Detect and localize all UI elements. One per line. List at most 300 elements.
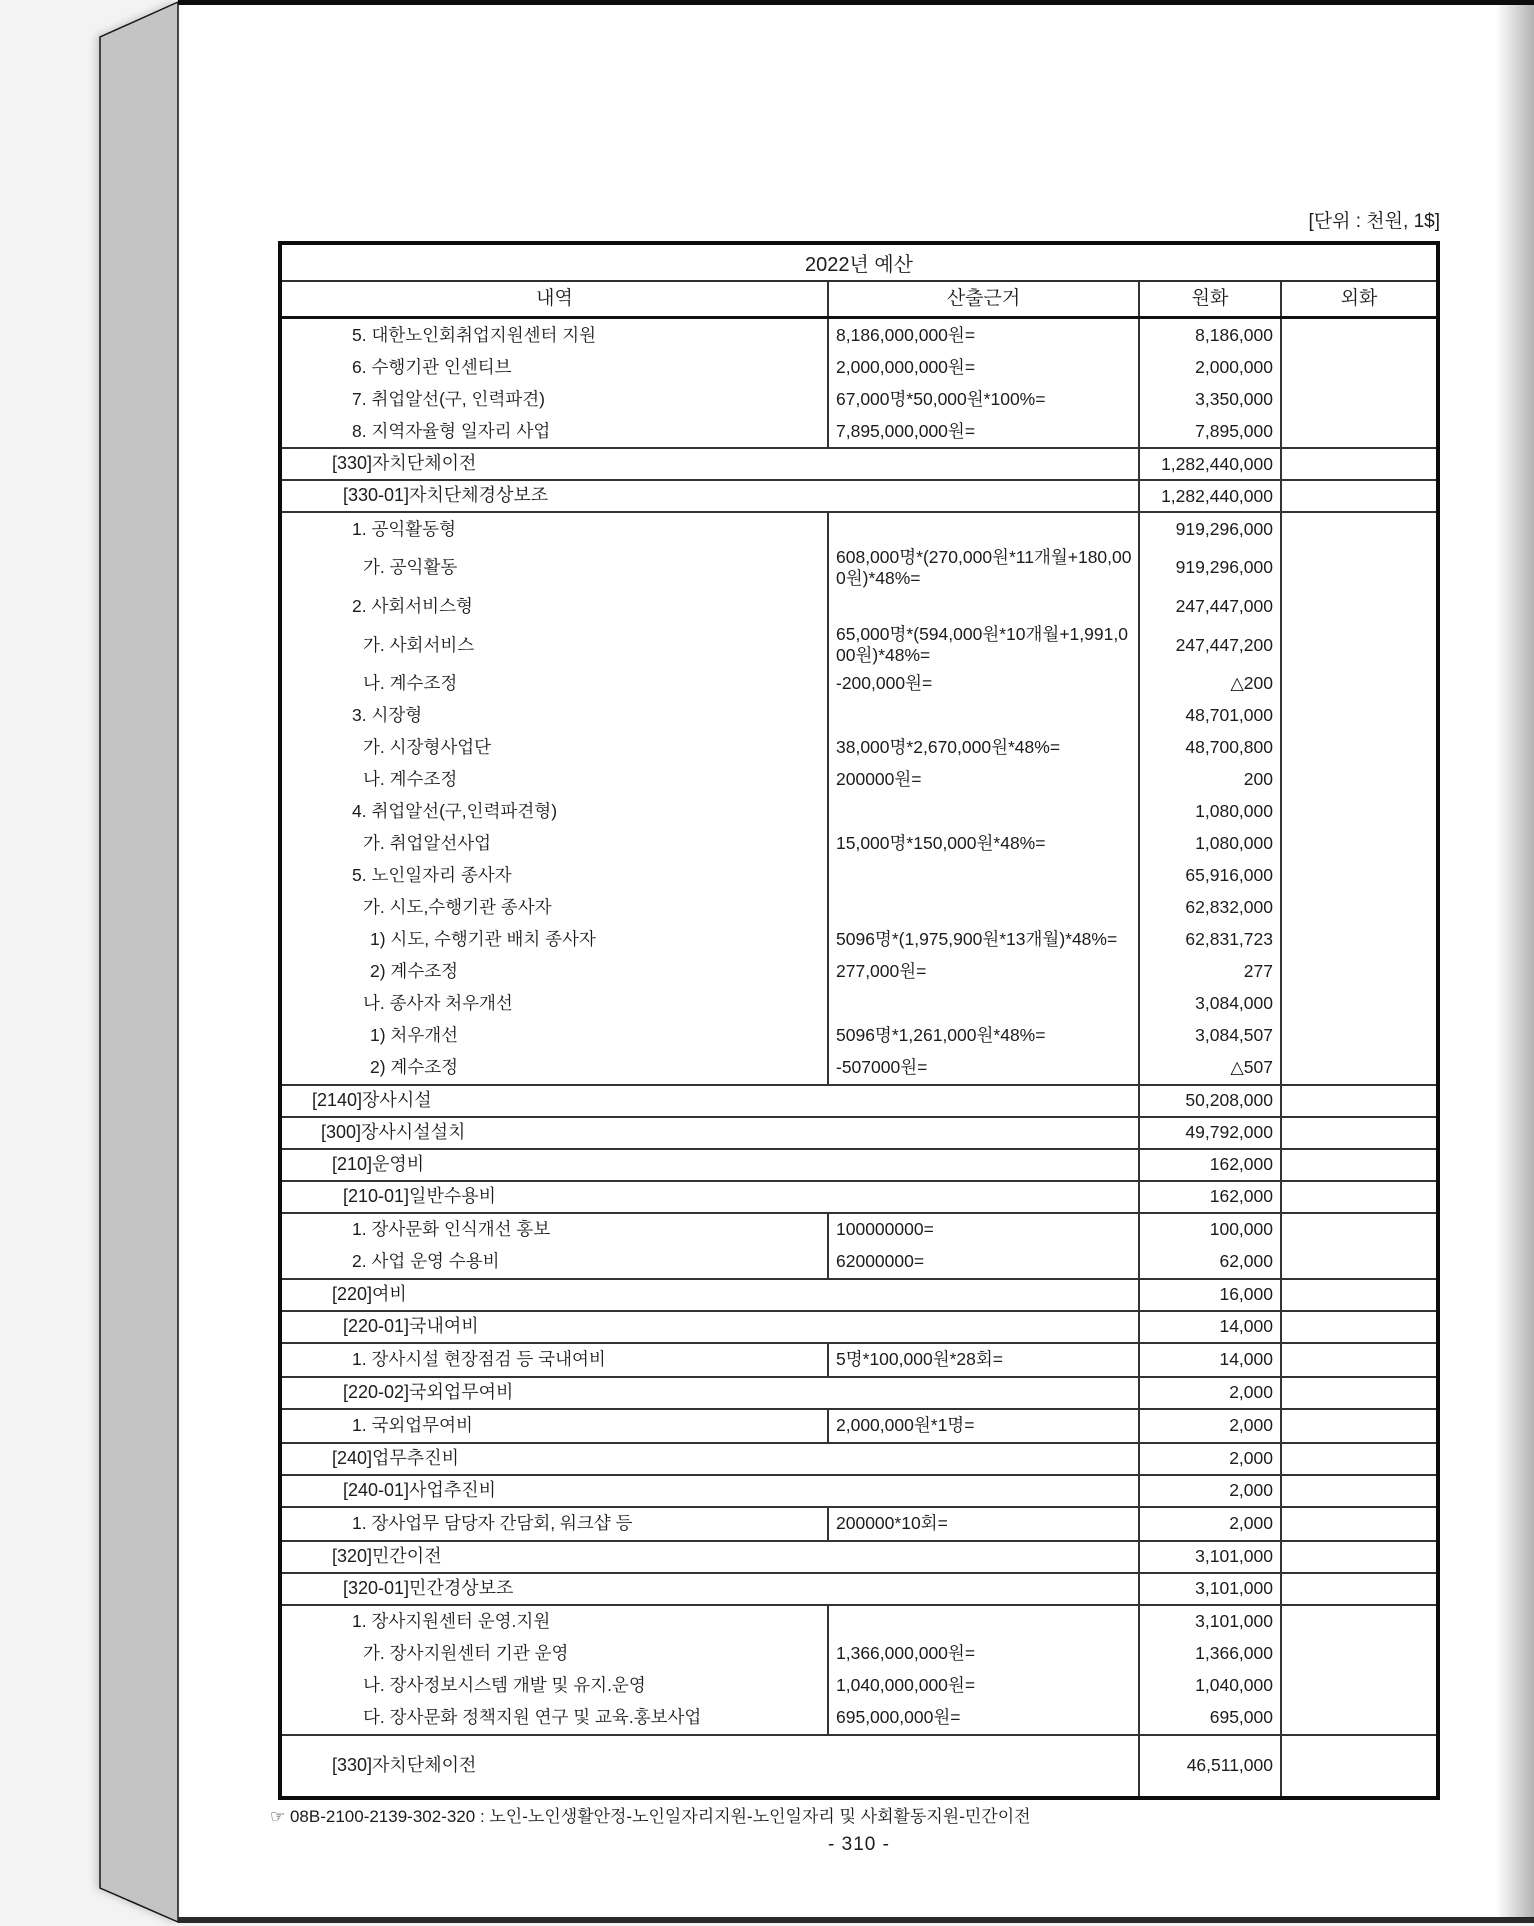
amount-krw-text: 247,447,200 [1175, 634, 1273, 655]
amount-krw-text: 2,000 [1229, 1480, 1273, 1501]
table-row-detail [282, 828, 1436, 860]
amount-krw [1138, 1542, 1280, 1572]
unit-note: [단위 : 천원, 1$] [1308, 211, 1440, 232]
calc-basis-text: 277,000원= [836, 961, 927, 982]
calc-basis-text: 1,040,000,000원= [836, 1675, 976, 1696]
calc-basis-text: 695,000,000원= [836, 1707, 961, 1728]
calc-basis [827, 415, 1138, 447]
amount-fx [1280, 1606, 1436, 1638]
amount-krw-text: 162,000 [1209, 1186, 1273, 1207]
calc-basis [827, 700, 1138, 732]
item-name-text: 5. 대한노인회취업지원센터 지원 [352, 324, 597, 345]
amount-krw [1138, 1052, 1280, 1084]
item-name [282, 351, 827, 383]
calc-basis [827, 860, 1138, 892]
amount-krw-text: 62,000 [1219, 1251, 1273, 1272]
calc-basis [827, 590, 1138, 622]
amount-krw-text: 7,895,000 [1195, 420, 1273, 441]
item-name [282, 1638, 827, 1670]
amount-krw [1138, 383, 1280, 415]
amount-fx [1280, 1508, 1436, 1540]
amount-krw-text: 1,282,440,000 [1161, 485, 1273, 506]
amount-krw [1138, 892, 1280, 924]
section-label [282, 1150, 1138, 1180]
section-label [282, 1574, 1138, 1604]
calc-basis [827, 1508, 1138, 1540]
item-name [282, 545, 827, 590]
table-row-section [282, 1572, 1436, 1604]
amount-fx [1280, 1280, 1436, 1310]
amount-krw-text: 3,101,000 [1195, 1546, 1273, 1567]
section-label-text: [220-01]국내여비 [343, 1315, 479, 1336]
item-name [282, 828, 827, 860]
section-label-text: [210]운영비 [332, 1153, 425, 1174]
table-row-detail [282, 513, 1436, 545]
calc-basis-text: 1,366,000,000원= [836, 1643, 976, 1664]
amount-krw-text: 16,000 [1219, 1284, 1273, 1305]
item-name [282, 668, 827, 700]
calc-basis [827, 383, 1138, 415]
calc-basis [827, 1020, 1138, 1052]
table-row-section [282, 1180, 1436, 1212]
amount-krw [1138, 956, 1280, 988]
amount-krw [1138, 449, 1280, 479]
item-name [282, 924, 827, 956]
item-name [282, 796, 827, 828]
amount-krw-text: 50,208,000 [1185, 1090, 1273, 1111]
item-name [282, 513, 827, 545]
amount-krw [1138, 1118, 1280, 1148]
amount-fx [1280, 1638, 1436, 1670]
item-name [282, 1246, 827, 1278]
item-name-text: 가. 시장형사업단 [363, 737, 492, 758]
amount-fx [1280, 590, 1436, 622]
item-name-text: 1) 시도, 수행기관 배치 종사자 [370, 929, 596, 950]
item-name [282, 1410, 827, 1442]
table-row-detail [282, 415, 1436, 447]
item-name-text: 1. 장사업무 담당자 간담회, 워크샵 등 [352, 1513, 633, 1534]
amount-fx [1280, 828, 1436, 860]
amount-krw [1138, 415, 1280, 447]
item-name [282, 956, 827, 988]
amount-fx [1280, 449, 1436, 479]
section-label-text: [220]여비 [332, 1283, 407, 1304]
section-label [282, 1378, 1138, 1408]
amount-krw-text: 3,350,000 [1195, 388, 1273, 409]
amount-krw [1138, 1086, 1280, 1116]
item-name [282, 764, 827, 796]
table-detail-block [282, 1506, 1436, 1540]
amount-krw-text: 919,296,000 [1175, 557, 1273, 578]
amount-fx [1280, 956, 1436, 988]
amount-krw [1138, 668, 1280, 700]
section-label [282, 1280, 1138, 1310]
section-label-text: [330]자치단체이전 [332, 453, 477, 474]
table-row-section [282, 479, 1436, 511]
calc-basis-text: 15,000명*150,000원*48%= [836, 833, 1046, 854]
table-detail-block [282, 511, 1436, 1084]
section-label-text: [2140]장사시설 [312, 1089, 432, 1110]
calc-basis-text: 65,000명*(594,000원*10개월+1,991,000원)*48%= [836, 624, 1128, 665]
calc-basis-text: 8,186,000,000원= [836, 324, 976, 345]
amount-krw [1138, 545, 1280, 590]
amount-fx [1280, 732, 1436, 764]
amount-krw [1138, 1670, 1280, 1702]
table-row-detail [282, 732, 1436, 764]
item-name [282, 319, 827, 351]
amount-krw-text: 695,000 [1209, 1707, 1273, 1728]
item-name-text: 나. 종사자 처우개선 [363, 993, 513, 1014]
table-row-section [282, 1084, 1436, 1116]
calc-basis [827, 796, 1138, 828]
calc-basis [827, 732, 1138, 764]
calc-basis [827, 351, 1138, 383]
amount-fx [1280, 622, 1436, 667]
amount-fx [1280, 764, 1436, 796]
amount-fx [1280, 1702, 1436, 1734]
table-row-detail [282, 700, 1436, 732]
amount-krw-text: 2,000 [1229, 1415, 1273, 1436]
table-row-section [282, 1376, 1436, 1408]
amount-fx [1280, 1476, 1436, 1506]
amount-krw [1138, 828, 1280, 860]
section-label [282, 1312, 1138, 1342]
item-name-text: 2. 사회서비스형 [352, 595, 473, 616]
amount-krw-text: △200 [1230, 673, 1273, 694]
amount-fx [1280, 924, 1436, 956]
table-header-row [282, 282, 1436, 319]
calc-basis [827, 1344, 1138, 1376]
table-row-section [282, 1442, 1436, 1474]
amount-krw-text: 3,101,000 [1195, 1611, 1273, 1632]
table-row-detail [282, 1214, 1436, 1246]
calc-basis-text: 200000원= [836, 769, 922, 790]
calc-basis [827, 1638, 1138, 1670]
calc-basis-text: 62000000= [836, 1251, 925, 1272]
item-name [282, 1702, 827, 1734]
table-row-detail [282, 1638, 1436, 1670]
amount-krw-text: 2,000 [1229, 1448, 1273, 1469]
amount-fx [1280, 796, 1436, 828]
calc-basis [827, 513, 1138, 545]
item-name [282, 892, 827, 924]
table-row-section [282, 1148, 1436, 1180]
section-label [282, 481, 1138, 511]
amount-krw-text: 8,186,000 [1195, 324, 1273, 345]
calc-basis [827, 668, 1138, 700]
section-label [282, 1182, 1138, 1212]
amount-krw-text: 1,080,000 [1195, 833, 1273, 854]
calc-basis-text: 2,000,000원*1명= [836, 1415, 975, 1436]
table-row-detail [282, 668, 1436, 700]
amount-krw-text: 3,084,000 [1195, 993, 1273, 1014]
item-name-text: 가. 장사지원센터 기관 운영 [363, 1643, 569, 1664]
budget-table [278, 241, 1440, 1800]
amount-fx [1280, 1574, 1436, 1604]
amount-fx [1280, 1118, 1436, 1148]
item-name [282, 1670, 827, 1702]
amount-fx [1280, 1246, 1436, 1278]
section-label [282, 1086, 1138, 1116]
amount-fx [1280, 1214, 1436, 1246]
calc-basis-text: 67,000명*50,000원*100%= [836, 388, 1046, 409]
calc-basis [827, 1052, 1138, 1084]
calc-basis [827, 828, 1138, 860]
amount-krw-text: 49,792,000 [1185, 1122, 1273, 1143]
table-row-detail [282, 956, 1436, 988]
amount-krw-text: 3,101,000 [1195, 1578, 1273, 1599]
item-name-text: 가. 취업알선사업 [363, 833, 492, 854]
amount-krw [1138, 1638, 1280, 1670]
amount-krw [1138, 1508, 1280, 1540]
calc-basis-text: 200000*10회= [836, 1513, 948, 1534]
footnote: ☞ 08B-2100-2139-302-320 : 노인-노인생활안정-노인일자리지원-노인일자리 및 사회활동지원-민간이전 [270, 1807, 1031, 1826]
amount-krw [1138, 1280, 1280, 1310]
item-name-text: 3. 시장형 [352, 705, 423, 726]
table-detail-block [282, 1408, 1436, 1442]
amount-krw [1138, 732, 1280, 764]
item-name-text: 나. 장사정보시스템 개발 및 유지.운영 [363, 1675, 646, 1696]
section-label [282, 1118, 1138, 1148]
page-number: - 310 - [828, 1834, 890, 1855]
amount-fx [1280, 1378, 1436, 1408]
amount-krw [1138, 1378, 1280, 1408]
table-row-detail [282, 892, 1436, 924]
section-label [282, 449, 1138, 479]
item-name [282, 415, 827, 447]
amount-fx [1280, 892, 1436, 924]
amount-fx [1280, 1150, 1436, 1180]
amount-krw [1138, 860, 1280, 892]
amount-krw-text: 919,296,000 [1175, 518, 1273, 539]
item-name-text: 나. 계수조정 [363, 673, 458, 694]
calc-basis [827, 1606, 1138, 1638]
column-header-calc-basis: 산출근거 [827, 282, 1138, 316]
table-row-detail [282, 860, 1436, 892]
amount-fx [1280, 1444, 1436, 1474]
column-header-detail: 내역 [536, 287, 573, 309]
item-name-text: 2) 계수조정 [370, 961, 459, 982]
amount-fx [1280, 1182, 1436, 1212]
table-row-detail [282, 590, 1436, 622]
table-row-section [282, 1310, 1436, 1342]
column-header-fx: 외화 [1280, 282, 1436, 316]
calc-basis [827, 545, 1138, 590]
table-row-section [282, 1278, 1436, 1310]
calc-basis-text: 100000000= [836, 1219, 934, 1240]
item-name-text: 1. 장사지원센터 운영.지원 [352, 1611, 551, 1632]
table-detail-block [282, 1604, 1436, 1734]
amount-fx [1280, 1344, 1436, 1376]
item-name-text: 1. 국외업무여비 [352, 1415, 473, 1436]
table-detail-block [282, 1212, 1436, 1278]
amount-krw [1138, 764, 1280, 796]
column-header-krw: 원화 [1138, 282, 1280, 316]
amount-krw [1138, 1246, 1280, 1278]
calc-basis-text: 7,895,000,000원= [836, 420, 976, 441]
amount-krw-text: 62,832,000 [1185, 897, 1273, 918]
section-label-text: [320]민간이전 [332, 1545, 442, 1566]
table-row-detail [282, 351, 1436, 383]
table-row-detail [282, 1606, 1436, 1638]
calc-basis-text: 5096명*1,261,000원*48%= [836, 1025, 1046, 1046]
section-label-text: [320-01]민간경상보조 [343, 1577, 514, 1598]
section-label-text: [300]장사시설설치 [321, 1121, 466, 1142]
amount-krw [1138, 700, 1280, 732]
table-row-detail [282, 988, 1436, 1020]
item-name [282, 1508, 827, 1540]
amount-krw [1138, 1444, 1280, 1474]
amount-krw-text: 2,000 [1229, 1513, 1273, 1534]
amount-krw [1138, 1214, 1280, 1246]
table-row-detail [282, 1670, 1436, 1702]
section-label-text: [330]자치단체이전 [332, 1754, 477, 1775]
item-name-text: 가. 시도,수행기관 종사자 [363, 897, 552, 918]
item-name [282, 1344, 827, 1376]
amount-fx [1280, 1410, 1436, 1442]
amount-krw [1138, 1150, 1280, 1180]
item-name [282, 1214, 827, 1246]
page-curl-shadow [1496, 4, 1534, 1918]
table-row-section [282, 1116, 1436, 1148]
item-name-text: 4. 취업알선(구,인력파견형) [352, 801, 558, 822]
page-spine-edge [100, 2, 178, 1922]
table-row-detail [282, 1246, 1436, 1278]
amount-krw-text: 247,447,000 [1175, 595, 1273, 616]
item-name-text: 가. 공익활동 [363, 557, 458, 578]
table-detail-block [282, 1342, 1436, 1376]
amount-fx [1280, 988, 1436, 1020]
calc-basis [827, 924, 1138, 956]
table-row-detail [282, 319, 1436, 351]
table-row-detail [282, 1702, 1436, 1734]
table-row-detail [282, 545, 1436, 590]
amount-krw-text: 100,000 [1209, 1219, 1273, 1240]
table-row-section [282, 1540, 1436, 1572]
table-row-detail [282, 1052, 1436, 1084]
table-row-section [282, 447, 1436, 479]
amount-fx [1280, 351, 1436, 383]
calc-basis [827, 1214, 1138, 1246]
amount-fx [1280, 545, 1436, 590]
amount-fx [1280, 860, 1436, 892]
amount-fx [1280, 513, 1436, 545]
table-row-detail [282, 1508, 1436, 1540]
section-label-text: [210-01]일반수용비 [343, 1185, 496, 1206]
amount-krw-text: 1,282,440,000 [1161, 453, 1273, 474]
table-detail-block [282, 319, 1436, 447]
table-row-detail [282, 383, 1436, 415]
amount-fx [1280, 481, 1436, 511]
item-name [282, 590, 827, 622]
amount-fx [1280, 1052, 1436, 1084]
amount-fx [1280, 1542, 1436, 1572]
amount-krw [1138, 351, 1280, 383]
calc-basis [827, 764, 1138, 796]
item-name-text: 1. 장사문화 인식개선 홍보 [352, 1219, 551, 1240]
item-name [282, 622, 827, 667]
amount-krw [1138, 590, 1280, 622]
amount-krw-text: 200 [1243, 769, 1273, 790]
item-name-text: 2. 사업 운영 수용비 [352, 1251, 500, 1272]
section-label [282, 1542, 1138, 1572]
calc-basis [827, 1670, 1138, 1702]
amount-krw-text: 14,000 [1219, 1349, 1273, 1370]
amount-krw [1138, 1182, 1280, 1212]
amount-krw-text: △507 [1230, 1057, 1273, 1078]
item-name [282, 700, 827, 732]
amount-krw [1138, 988, 1280, 1020]
table-title: 2022년 예산 [282, 245, 1436, 282]
amount-krw [1138, 1410, 1280, 1442]
amount-fx [1280, 319, 1436, 351]
item-name [282, 988, 827, 1020]
calc-basis [827, 1410, 1138, 1442]
item-name [282, 383, 827, 415]
table-row-detail [282, 1344, 1436, 1376]
table-row-section [282, 1474, 1436, 1506]
calc-basis [827, 1702, 1138, 1734]
amount-krw-text: 3,084,507 [1195, 1025, 1273, 1046]
section-label-text: [240-01]사업추진비 [343, 1479, 496, 1500]
calc-basis [827, 892, 1138, 924]
amount-krw [1138, 481, 1280, 511]
section-label-text: [220-02]국외업무여비 [343, 1381, 514, 1402]
item-name-text: 1. 공익활동형 [352, 518, 456, 539]
table-row-detail [282, 622, 1436, 667]
calc-basis-text: 608,000명*(270,000원*11개월+180,000원)*48%= [836, 547, 1132, 588]
section-label [282, 1476, 1138, 1506]
table-row-detail [282, 1020, 1436, 1052]
amount-krw-text: 48,701,000 [1185, 705, 1273, 726]
amount-krw-text: 46,511,000 [1186, 1755, 1273, 1776]
amount-krw-text: 62,831,723 [1185, 929, 1273, 950]
amount-fx [1280, 415, 1436, 447]
amount-krw [1138, 622, 1280, 667]
calc-basis-text: -507000원= [836, 1057, 928, 1078]
item-name [282, 1606, 827, 1638]
item-name [282, 1020, 827, 1052]
item-name-text: 나. 계수조정 [363, 769, 458, 790]
amount-fx [1280, 1736, 1436, 1796]
section-label [282, 1736, 1138, 1796]
amount-fx [1280, 383, 1436, 415]
amount-krw-text: 2,000 [1229, 1382, 1273, 1403]
amount-krw [1138, 1702, 1280, 1734]
amount-krw-text: 1,080,000 [1195, 801, 1273, 822]
amount-fx [1280, 1670, 1436, 1702]
table-row-detail [282, 924, 1436, 956]
calc-basis [827, 319, 1138, 351]
item-name-text: 7. 취업알선(구, 인력파견) [352, 388, 545, 409]
amount-krw-text: 277 [1243, 961, 1273, 982]
item-name-text: 5. 노인일자리 종사자 [352, 865, 512, 886]
amount-krw [1138, 924, 1280, 956]
amount-fx [1280, 700, 1436, 732]
amount-krw [1138, 1476, 1280, 1506]
amount-krw [1138, 796, 1280, 828]
calc-basis-text: 5096명*(1,975,900원*13개월)*48%= [836, 929, 1118, 950]
calc-basis [827, 988, 1138, 1020]
amount-krw [1138, 1736, 1280, 1796]
item-name-text: 1. 장사시설 현장점검 등 국내여비 [352, 1349, 606, 1370]
amount-krw-text: 162,000 [1209, 1154, 1273, 1175]
calc-basis-text: 5명*100,000원*28회= [836, 1349, 1004, 1370]
amount-krw [1138, 1312, 1280, 1342]
item-name-text: 6. 수행기관 인센티브 [352, 356, 512, 377]
section-label-text: [240]업무추진비 [332, 1447, 459, 1468]
amount-krw-text: 48,700,800 [1185, 737, 1273, 758]
